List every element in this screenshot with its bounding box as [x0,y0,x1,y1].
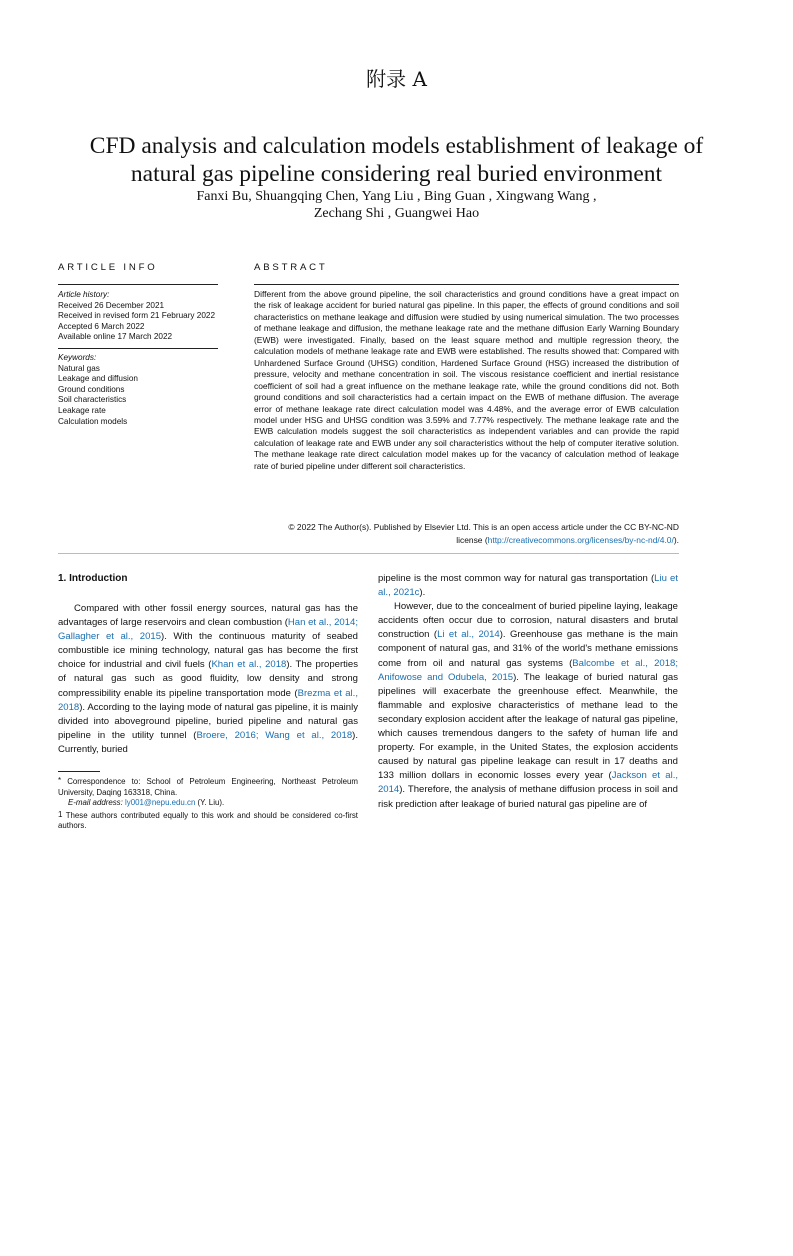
keyword-item: Leakage and diffusion [58,374,138,384]
section-divider [58,553,679,554]
abstract-text: Different from the above ground pipeline, the soil characteristics and ground conditions have a great impact on the risk of leakage accident for buried natural gas pipeline. In this paper, the effects of ground conditions and soil characteristics on methane leakage and diffusion were studied by using numerical simulation. The two processes of methane leakage and diffusion, the methane leakage rate and the methane diffusion Early Warning Boundary (EWB) were investigated. Finally, based on the least square method and multiple regression theory, the calculation models of methane leakage rate and EWB were established. The results showed that: Compared with Unhardened Surface Ground (UHSG) condition, Hardened Surface Ground (HSG) increased the distribution of pressure, velocity and methane concentration in soil. The viscous resistance coefficient and inertial resistance coefficient of soil had a great influence on the methane leakage rate, while the ground conditions did not. Both ground conditions and soil characteristics had a certain impact on the EWB of methane diffusion. The average error of methane leakage rate direct calculation model was 4.48%, and the average error of EWB calculation model under HSG and UHSG condition was 3.59% and 7.77% respectively. The methane leakage rate and the EWB calculation models suggest the soil characteristics as independent variables and can provide the rapid calculation of leakage rate and EWB under any soil characteristics without the help of computer iterative solution. The methane leakage rate direct calculation model makes up for the vacancy of calculation method of leakage rate of buried pipeline under different soil characteristics. [254,289,679,471]
article-info-heading: ARTICLE INFO [58,262,158,273]
authors-line-1: Fanxi Bu, Shuangqing Chen, Yang Liu , Bing Guan , Xingwang Wang , [196,189,597,204]
paper-title: CFD analysis and calculation models establishment of leakage of natural gas pipeline considering real buried environment [89,133,704,187]
license-prefix: license ( [456,535,488,545]
text-run: ). The properties of natural gas such as good fluidity, low density and strong compressibility enable its pipeline transportation mode ( [58,659,358,699]
email-link[interactable]: ly001@nepu.edu.cn [125,798,196,807]
license-suffix: ). [673,535,679,545]
keyword-item: Leakage rate [58,405,106,415]
introduction-heading: 1. Introduction [58,573,128,584]
keywords-rule [58,348,218,349]
citation-link[interactable]: Liu et al., 2021c [378,573,678,599]
correspondence-text: Correspondence to: School of Petroleum Engineering, Northeast Petroleum University, Daqing 163318, China. [58,777,358,797]
text-run: However, due to the concealment of buried pipeline laying, leakage accidents often occur due to corrosion, natural disasters and brutal construction ( [378,601,678,641]
text-run: pipeline is the most common way for natural gas transportation ( [378,573,655,584]
history-label: Article history: [58,290,110,299]
abstract-heading: ABSTRACT [254,262,328,273]
intro-left-paragraph [58,602,358,757]
intro-right-paragraph-1 [378,572,678,600]
author-list [60,188,733,222]
citation-link[interactable]: Broere, 2016; Wang et al., 2018 [196,729,353,741]
citation-link[interactable]: Khan et al., 2018 [211,659,287,671]
citation-link[interactable]: Brezma et al., 2018 [58,687,358,713]
keyword-item: Calculation models [58,416,128,426]
keywords-block [58,353,218,427]
text-run: ). Therefore, the analysis of methane diffusion process in soil and risk prediction after leakage of buried natural gas pipeline are of [378,784,678,810]
authors-line-2: Zechang Shi , Guangwei Hao [313,206,480,221]
copyright-notice [254,521,679,547]
citation-link[interactable]: Jackson et al., 2014 [378,770,678,796]
copyright-line-1: © 2022 The Author(s). Published by Elsevier Ltd. This is an open access article under the CC BY-NC-ND [288,522,679,532]
footnotes [58,777,358,832]
text-run: ). According to the laying mode of natural gas pipeline, it is mainly divided into aboveground pipeline, buried pipeline and natural gas pipeline in the utility tunnel ( [58,701,358,741]
license-link[interactable]: http://creativecommons.org/licenses/by-nc-nd/4.0/ [487,535,674,545]
copyright-line-2 [254,534,679,547]
equal-contribution-text: These authors contributed equally to this work and should be considered co-first authors. [58,810,358,830]
intro-right-column [378,572,678,812]
footnote-correspondence [58,777,358,798]
citation-link[interactable]: Balcombe et al., 2018; Anifowose and Odubela, 2015 [378,657,678,683]
footnote-email [58,798,358,809]
intro-right-paragraph-2 [378,600,678,811]
footnote-one-mark: 1 [58,809,63,819]
email-suffix: (Y. Liu). [197,798,225,807]
keywords-label: Keywords: [58,353,97,362]
footnote-rule [58,771,100,772]
keyword-item: Natural gas [58,363,100,373]
text-run: ). Currently, buried [58,729,358,755]
keyword-item: Ground conditions [58,384,125,394]
citation-link[interactable]: Han et al., 2014; Gallagher et al., 2015 [58,617,358,643]
text-run: ). Greenhouse gas methane is the main component of natural gas, and 31% of the world's methane emissions come from oil and natural gas systems ( [378,629,678,669]
citation-link[interactable]: Li et al., 2014 [437,629,500,641]
history-online: Available online 17 March 2022 [58,332,173,342]
email-label: E-mail address: [68,798,123,807]
history-revised: Received in revised form 21 February 2022 [58,311,216,321]
footnote-star-mark: * [58,776,62,785]
text-run: Compared with other fossil energy sources, natural gas has the advantages of large reservoirs and clean combustion ( [58,603,358,629]
keyword-item: Soil characteristics [58,395,127,405]
text-run: ). [419,587,426,599]
abstract-rule [254,284,679,285]
keywords-list [58,364,218,428]
article-history [58,290,218,343]
appendix-label: 附录 A [366,67,427,91]
text-run: ). With the continuous maturity of seabed combustible ice mining technology, natural gas has become the first choice for industrial and civil fuels ( [58,631,358,671]
text-run: ). The leakage of buried natural gas pipelines will exacerbate the greenhouse effect. Meanwhile, the flammable and explosive characteristics of methane lead to the secondary explosion accident after the leakage of natural gas pipeline, which causes tremendous dangers to the safety of human life and property. For example, in the United States, the explosion accidents caused by natural gas pipeline leakage can result in 17 deaths and 133 million dollars in economic losses every year ( [378,671,678,782]
article-info-rule [58,284,218,285]
history-accepted: Accepted 6 March 2022 [58,321,145,331]
footnote-equal-contribution [58,811,358,832]
history-list [58,301,218,343]
history-received: Received 26 December 2021 [58,300,165,310]
